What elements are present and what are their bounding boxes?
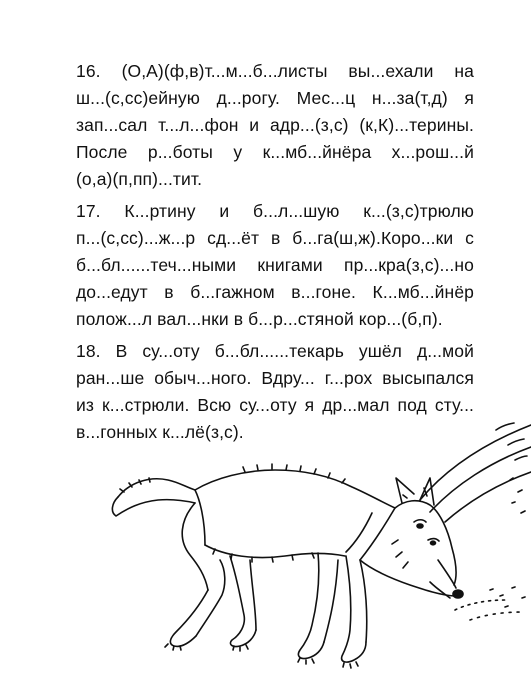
exercise-line: (о,а)(п,пп)...тит.	[76, 169, 203, 189]
exercise-line: После р...боты у к...мб...йнёра х...рош...й	[76, 142, 474, 162]
exercise-number: 17.	[76, 201, 101, 221]
exercise-line: в...гонных к...лё(з,с).	[76, 422, 244, 442]
exercise-line: б...бл......теч...ными книгами пр...кра(з,с)...но	[76, 255, 474, 275]
exercise-line: 18. В су...оту б...бл......текарь ушёл д...мой	[76, 341, 474, 361]
exercise-line: полож...л вал...нки в б...р...стяной кор...(б,п).	[76, 309, 443, 329]
exercise-line: ран...ше обыч...ного. Вдру... г...рох высыпался	[76, 368, 474, 388]
exercise-line: зап...сал т...л...фон и адр...(з,с) (к,К)...терины.	[76, 115, 474, 135]
exercise-line: 16. (О,А)(ф,в)т...м...б...листы вы...ехали на	[76, 61, 474, 81]
exercise-line: 17. К...ртину и б...л...шую к...(з,с)трюлю	[76, 201, 474, 221]
exercise-line: п...(с,сс)...ж...р сд...ёт в б...га(ш,ж).Коро...ки с	[76, 228, 474, 248]
exercise-line: ш...(с,сс)ейную д...рогу. Мес...ц н...за(т,д) я	[76, 88, 474, 108]
exercise-number: 18.	[76, 341, 101, 361]
exercise-line: до...едут в б...гажном в...гоне. К...мб...йнёр	[76, 282, 474, 302]
exercise-number: 16.	[76, 61, 101, 81]
exercise-line: из к...стрюли. Всю су...оту я др...мал под сту...	[76, 395, 474, 415]
